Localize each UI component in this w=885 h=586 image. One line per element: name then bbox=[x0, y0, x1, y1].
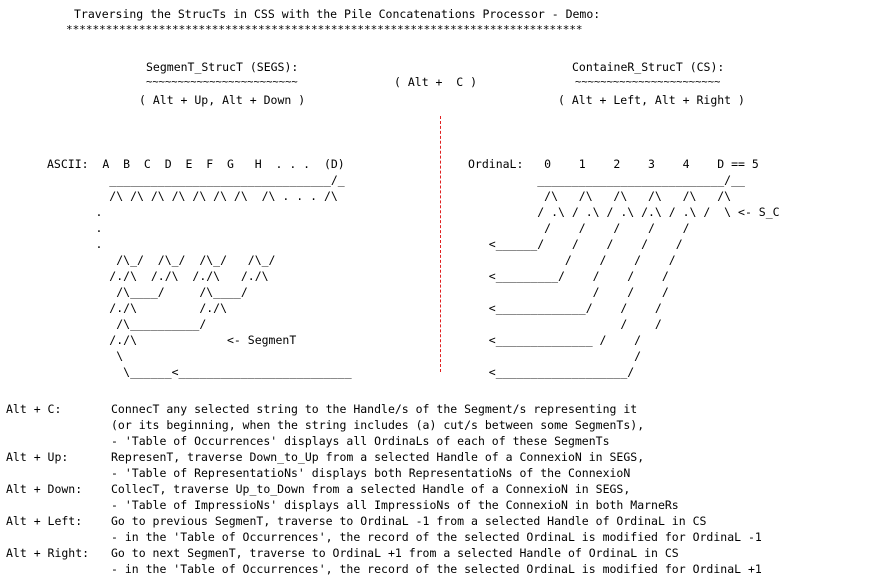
cs-keys: ( Alt + Left, Alt + Right ) bbox=[558, 93, 745, 107]
cs-art-line: /\ /\ /\ /\ /\ /\ bbox=[468, 189, 732, 203]
shortcut-key: Alt + C: bbox=[6, 402, 62, 416]
segs-art-line: /./\ /./\ /./\ /./\ bbox=[47, 269, 269, 283]
shortcut-text: - in the 'Table of Occurrences', the record of the selected OrdinaL is modified for OrdinaL +1 bbox=[111, 562, 762, 576]
shortcut-text: Go to previous SegmenT, traverse to OrdinaL -1 from a selected Handle of OrdinaL in CS bbox=[111, 514, 707, 528]
shortcut-text: (or its beginning, when the string includes (a) cut/s between some SegmenTs), bbox=[111, 418, 645, 432]
segs-art-line: /\__________/ bbox=[47, 317, 207, 331]
shortcut-alt-up bbox=[6, 449, 762, 465]
segs-keys: ( Alt + Up, Alt + Down ) bbox=[139, 93, 306, 107]
shortcut-alt-right bbox=[6, 545, 762, 561]
cs-art-line: <______/ / / / / bbox=[468, 237, 683, 251]
shortcut-key: Alt + Left: bbox=[6, 514, 83, 528]
cs-art-line: / / bbox=[468, 317, 662, 331]
divider-line bbox=[440, 116, 441, 372]
shortcut-descriptions bbox=[6, 401, 762, 577]
cs-diagram bbox=[468, 140, 780, 396]
segs-art-line: ________________________________/_ bbox=[47, 173, 345, 187]
shortcut-text: - 'Table of RepresentatioNs' displays both RepresentatioNs of the ConnexioN bbox=[111, 466, 631, 480]
cs-art-line: / / / / / bbox=[468, 221, 690, 235]
cs-art-line: <______________ / / bbox=[468, 333, 642, 347]
shortcut-key: Alt + Up: bbox=[6, 450, 69, 464]
cs-art-line: <_____________/ / / bbox=[468, 301, 662, 315]
segs-art-line: \ bbox=[47, 349, 124, 363]
page-title: Traversing the StrucTs in CSS with the Pile Concatenations Processor - Demo: bbox=[74, 7, 601, 21]
cs-art-line: <_________/ / / / bbox=[468, 269, 669, 283]
segs-art-line: /\ /\ /\ /\ /\ /\ /\ /\ . . . /\ bbox=[47, 189, 338, 203]
cs-art-line: / / / / bbox=[468, 253, 676, 267]
segs-diagram bbox=[47, 140, 352, 396]
shortcut-alt-left bbox=[6, 513, 762, 529]
shortcut-key: Alt + Right: bbox=[6, 546, 90, 560]
cs-art-line: / bbox=[468, 349, 642, 363]
segs-heading: SegmenT_StrucT (SEGS): bbox=[146, 60, 299, 74]
segs-art-line: \______<_________________________ bbox=[47, 365, 352, 379]
cs-underline: ~~~~~~~~~~~~~~~~~~~~~~~ bbox=[575, 76, 721, 88]
segs-art-line: /\____/ /\____/ bbox=[47, 285, 248, 299]
segs-art-line: . bbox=[47, 205, 103, 219]
cs-art-line: OrdinaL: 0 1 2 3 4 D == 5 bbox=[468, 157, 759, 171]
shortcut-text: ConnecT any selected string to the Handle/s of the Segment/s representing it bbox=[111, 402, 638, 416]
shortcut-alt-c bbox=[6, 401, 762, 417]
segs-art-line: /\_/ /\_/ /\_/ /\_/ bbox=[47, 253, 276, 267]
cs-heading: ContaineR_StrucT (CS): bbox=[572, 60, 725, 74]
segs-art-line: /./\ <- SegmenT bbox=[47, 333, 297, 347]
shortcut-text: - 'Table of Occurrences' displays all OrdinaLs of each of these SegmenTs bbox=[111, 434, 610, 448]
shortcut-alt-down bbox=[6, 481, 762, 497]
segs-art-line: /./\ /./\ bbox=[47, 301, 228, 315]
shortcut-text: - 'Table of ImpressioNs' displays all ImpressioNs of the ConnexioN in both MarneRs bbox=[111, 498, 679, 512]
shortcut-key: Alt + Down: bbox=[6, 482, 83, 496]
cs-art-line: <___________________/ bbox=[468, 365, 635, 379]
shortcut-text: CollecT, traverse Up_to_Down from a selected Handle of a ConnexioN in SEGS, bbox=[111, 482, 631, 496]
cs-art-line: ___________________________/__ bbox=[468, 173, 745, 187]
center-keys: ( Alt + C ) bbox=[394, 75, 478, 89]
cs-art-line: / .\ / .\ / .\ /.\ / .\ / \ <- S_C bbox=[468, 205, 780, 219]
shortcut-text: RepresenT, traverse Down_to_Up from a selected Handle of a ConnexioN in SEGS, bbox=[111, 450, 645, 464]
title-underline: ****************************************************************************** bbox=[66, 23, 583, 36]
shortcut-text: - in the 'Table of Occurrences', the record of the selected OrdinaL is modified for OrdinaL -1 bbox=[111, 530, 762, 544]
shortcut-text: Go to next SegmenT, traverse to OrdinaL +1 from a selected Handle of OrdinaL in CS bbox=[111, 546, 679, 560]
segs-art-line: . bbox=[47, 221, 103, 235]
segs-art-line: . bbox=[47, 237, 103, 251]
segs-art-line: ASCII: A B C D E F G H . . . (D) bbox=[47, 157, 345, 171]
cs-art-line: / / / bbox=[468, 285, 669, 299]
segs-underline: ~~~~~~~~~~~~~~~~~~~~~~~~ bbox=[146, 76, 298, 88]
